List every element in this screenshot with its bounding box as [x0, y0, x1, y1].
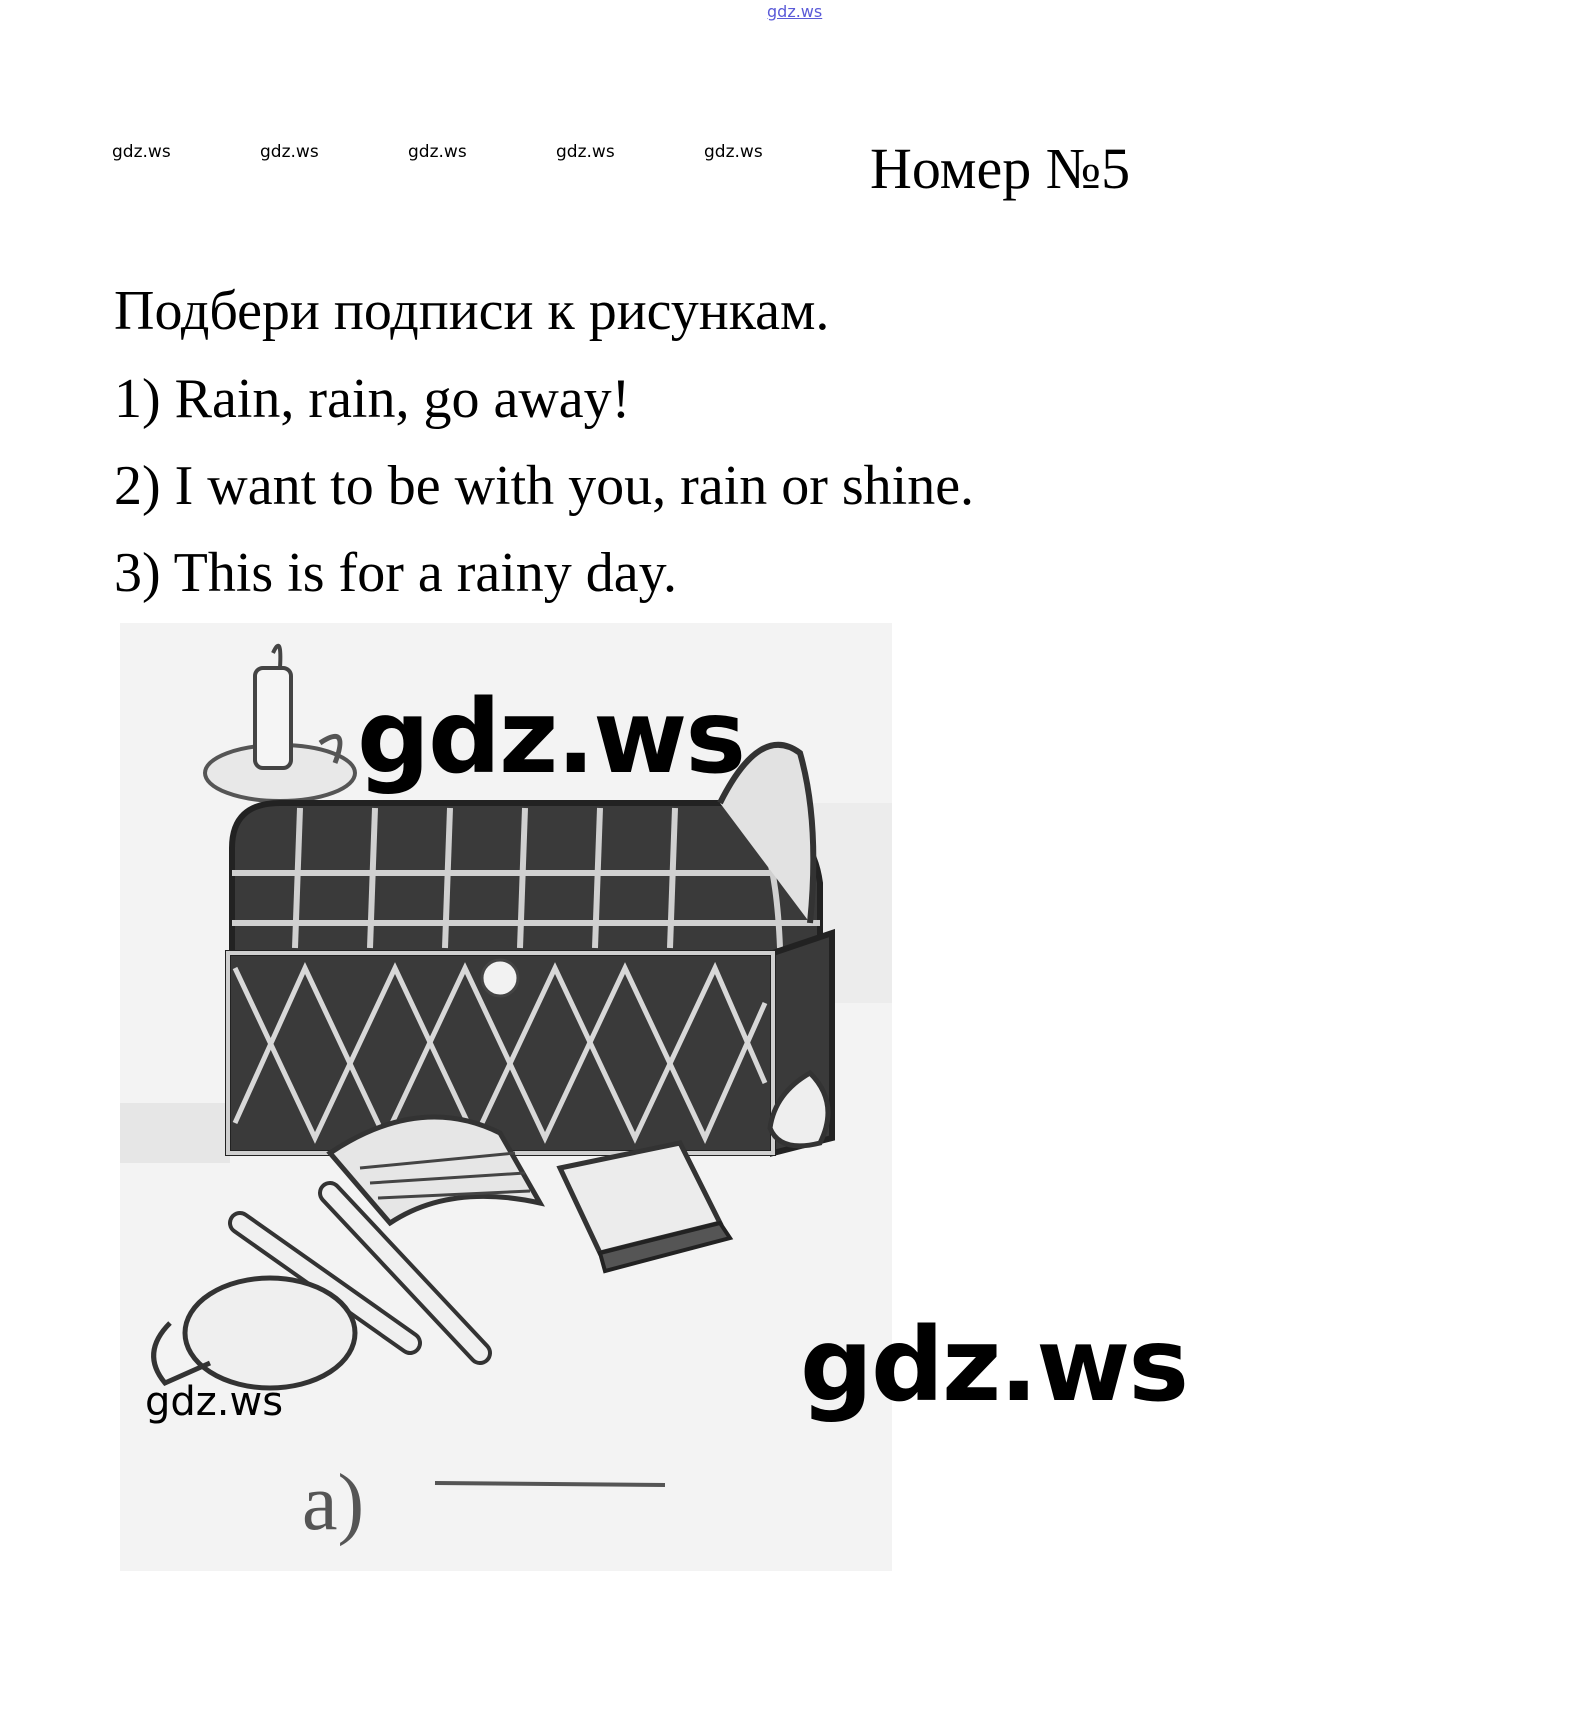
watermark-text: gdz.ws: [556, 142, 615, 162]
watermark-text: gdz.ws: [408, 142, 467, 162]
task-item-2: 2) I want to be with you, rain or shine.: [114, 455, 975, 517]
task-item-1: 1) Rain, rain, go away!: [114, 368, 631, 430]
site-link[interactable]: gdz.ws: [767, 2, 823, 21]
watermark-text: gdz.ws: [704, 142, 763, 162]
watermark-text: gdz.ws: [260, 142, 319, 162]
watermark-row: [112, 142, 812, 166]
task-instruction: Подбери подписи к рисункам.: [114, 280, 830, 342]
task-item-3: 3) This is for a rainy day.: [114, 542, 677, 604]
watermark-large: gdz.ws: [800, 1306, 1188, 1425]
watermark-text: gdz.ws: [112, 142, 171, 162]
picture-label: a): [302, 1459, 365, 1547]
page-title: Номер №5: [870, 136, 1131, 201]
watermark-small: gdz.ws: [145, 1379, 284, 1425]
watermark-large: gdz.ws: [357, 678, 745, 797]
